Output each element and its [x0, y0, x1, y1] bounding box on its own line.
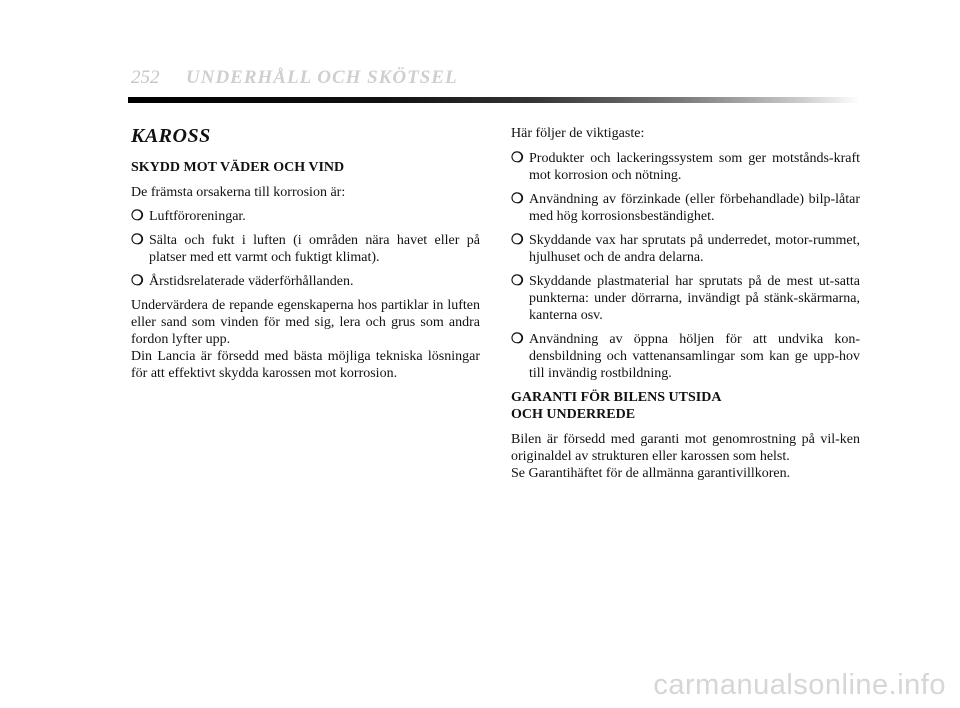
garanti-paragraph-1: Bilen är försedd med garanti mot genomrostning på vil-ken originaldel av strukturen eller karossen som helst. [511, 432, 860, 464]
bullet-icon: ❍ [511, 233, 524, 248]
left-bullet-list [131, 208, 480, 290]
bullet-icon: ❍ [131, 233, 144, 248]
watermark: carmanualsonline.info [653, 669, 946, 701]
header-rule [128, 97, 860, 103]
list-item: ❍ Sälta och fukt i luften (i områden nära havet eller på platser med ett varmt och fuktigt klimat). [131, 233, 480, 265]
list-item: ❍ Skyddande plastmaterial har sprutats på de mest ut-satta punkterna: under dörrarna, invändigt på stänk-skärmarna, kanterna osv. [511, 274, 860, 323]
bullet-icon: ❍ [131, 274, 144, 289]
bullet-icon: ❍ [131, 209, 144, 224]
garanti-paragraph-2: Se Garantihäftet för de allmänna garantivillkoren. [511, 466, 791, 481]
running-head: UNDERHÅLL OCH SKÖTSEL [186, 67, 458, 88]
list-item: ❍ Användning av öppna höljen för att undvika kon-densbildning och vattenansamlingar som kan ge upp-hov till invändig rostbildning. [511, 332, 860, 381]
left-intro: De främsta orsakerna till korrosion är: [131, 185, 346, 200]
list-item: ❍ Årstidsrelaterade väderförhållanden. [131, 274, 354, 289]
list-item: ❍ Skyddande vax har sprutats på underredet, motor-rummet, hjulhuset och de andra delarna. [511, 233, 860, 265]
bullet-icon: ❍ [511, 274, 524, 289]
bullet-icon: ❍ [511, 332, 524, 347]
left-column [131, 118, 480, 382]
section-title: KAROSS [131, 125, 211, 147]
garanti-title: GARANTI FÖR BILENS UTSIDA OCH UNDERREDE [511, 390, 722, 422]
right-column [511, 125, 860, 482]
subsection-title: SKYDD MOT VÄDER OCH VIND [131, 160, 345, 175]
left-paragraph-1: Undervärdera de repande egenskaperna hos partiklar in luften eller sand som vinden för med sig, lera och grus som andra fordon lyfter upp. [131, 298, 480, 347]
page-number: 252 [131, 67, 160, 88]
list-item: ❍ Luftföroreningar. [131, 209, 246, 224]
right-bullet-list [511, 150, 860, 382]
bullet-icon: ❍ [511, 192, 524, 207]
list-item: ❍ Produkter och lackeringssystem som ger motstånds-kraft mot korrosion och nötning. [511, 151, 860, 183]
right-intro: Här följer de viktigaste: [511, 126, 645, 141]
left-paragraph-2: Din Lancia är försedd med bästa möjliga tekniska lösningar för att effektivt skydda karossen mot korrosion. [131, 349, 480, 381]
list-item: ❍ Användning av förzinkade (eller förbehandlade) bilp-låtar med hög korrosionsbeständighet. [511, 192, 860, 224]
bullet-icon: ❍ [511, 151, 524, 166]
